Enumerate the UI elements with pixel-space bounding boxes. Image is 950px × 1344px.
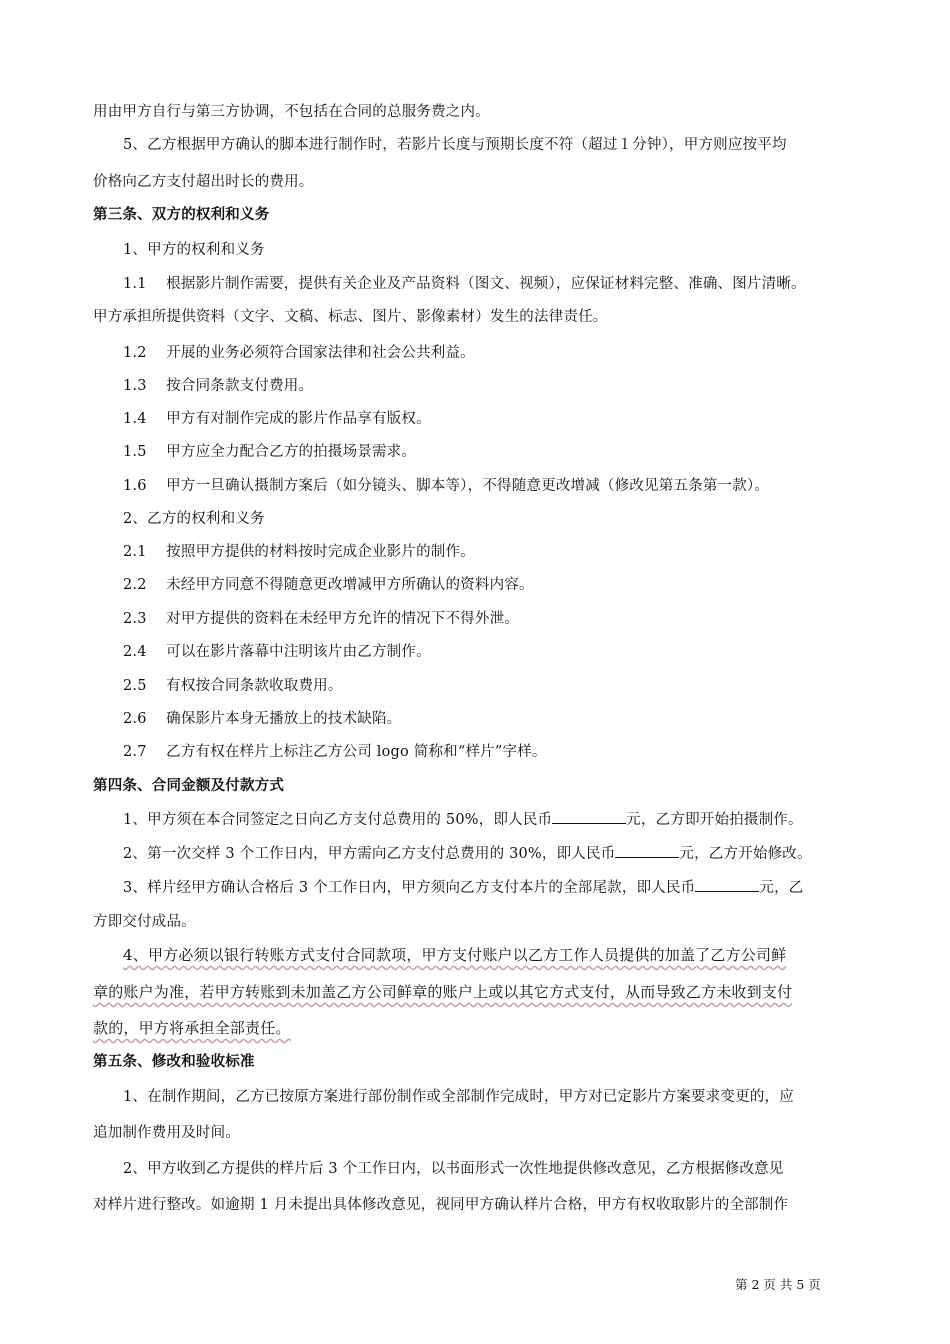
paragraph-line: 追加制作费用及时间。 bbox=[93, 1125, 240, 1141]
clause-line: 1.1 根据影片制作需要，提供有关企业及产品资料（图文、视频），应保证材料完整、准确、图片清晰。 bbox=[123, 276, 806, 292]
clause-line: 2.4 可以在影片落幕中注明该片由乙方制作。 bbox=[123, 644, 431, 660]
clause-text: 元，乙 bbox=[759, 880, 804, 896]
clause-line: 2.7 乙方有权在样片上标注乙方公司 logo 简称和“样片”字样。 bbox=[123, 744, 547, 760]
paragraph-line: 对样片进行整改。如逾期 1 月未提出具体修改意见，视同甲方确认样片合格，甲方有权收取影片的全部制作 bbox=[93, 1197, 789, 1213]
clause-line: 1.2 开展的业务必须符合国家法律和社会公共利益。 bbox=[123, 345, 475, 361]
payment-clause-3 bbox=[123, 876, 803, 898]
clause-text: 元，乙方即开始拍摄制作。 bbox=[626, 812, 803, 828]
clause-line: 1.3 按合同条款支付费用。 bbox=[123, 378, 314, 394]
highlighted-clause-line: 款的，甲方将承担全部责任。 bbox=[93, 1019, 291, 1037]
page-number-footer: 第 2 页 共 5 页 bbox=[735, 1277, 821, 1292]
section-heading: 第三条、双方的权利和义务 bbox=[93, 207, 270, 223]
paragraph-line: 用由甲方自行与第三方协调，不包括在合同的总服务费之内。 bbox=[93, 104, 490, 120]
payment-clause-1 bbox=[123, 808, 803, 830]
paragraph-line: 2、甲方收到乙方提供的样片后 3 个工作日内，以书面形式一次性地提供修改意见，乙方根据修改意见 bbox=[123, 1161, 784, 1177]
section-heading: 第五条、修改和验收标准 bbox=[93, 1054, 255, 1070]
clause-line: 甲方承担所提供资料（文字、文稿、标志、图片、影像素材）发生的法律责任。 bbox=[93, 309, 608, 325]
subsection-heading: 2、乙方的权利和义务 bbox=[123, 511, 265, 527]
clause-text: 元，乙方开始修改。 bbox=[679, 846, 812, 862]
clause-line: 2.3 对甲方提供的资料在未经甲方允许的情况下不得外泄。 bbox=[123, 611, 519, 627]
highlighted-clause-line: 4、甲方必须以银行转账方式支付合同款项，甲方支付账户以乙方工作人员提供的加盖了乙方公司鲜 bbox=[123, 946, 787, 964]
highlighted-clause-line: 章的账户为准，若甲方转账到未加盖乙方公司鲜章的账户上或以其它方式支付，从而导致乙方未收到支付 bbox=[93, 983, 793, 1001]
clause-line: 1.4 甲方有对制作完成的影片作品享有版权。 bbox=[123, 411, 431, 427]
amount-blank bbox=[552, 808, 626, 824]
paragraph-line: 1、在制作期间，乙方已按原方案进行部份制作或全部制作完成时，甲方对已定影片方案要求变更的，应 bbox=[123, 1089, 794, 1105]
paragraph-line: 5、乙方根据甲方确认的脚本进行制作时，若影片长度与预期长度不符（超过１分钟），甲方则应按平均 bbox=[123, 137, 787, 153]
clause-line: 2.5 有权按合同条款收取费用。 bbox=[123, 678, 343, 694]
amount-blank bbox=[695, 876, 759, 892]
paragraph-line: 价格向乙方支付超出时长的费用。 bbox=[93, 174, 314, 190]
clause-line: 1.5 甲方应全力配合乙方的拍摄场景需求。 bbox=[123, 444, 417, 460]
section-heading: 第四条、合同金额及付款方式 bbox=[93, 778, 285, 794]
clause-line: 2.6 确保影片本身无播放上的技术缺陷。 bbox=[123, 711, 402, 727]
subsection-heading: 1、甲方的权利和义务 bbox=[123, 242, 265, 258]
clause-line: 1.6 甲方一旦确认摄制方案后（如分镜头、脚本等），不得随意更改增减（修改见第五条第一款）。 bbox=[123, 478, 770, 494]
clause-text: 3、样片经甲方确认合格后 3 个工作日内，甲方须向乙方支付本片的全部尾款，即人民币 bbox=[123, 880, 696, 896]
amount-blank bbox=[615, 842, 679, 858]
clause-line: 2.1 按照甲方提供的材料按时完成企业影片的制作。 bbox=[123, 544, 475, 560]
payment-clause-2 bbox=[123, 842, 812, 864]
clause-text: 1、甲方须在本合同签定之日向乙方支付总费用的 50%，即人民币 bbox=[123, 812, 553, 828]
paragraph-line: 方即交付成品。 bbox=[93, 914, 196, 930]
clause-text: 2、第一次交样 3 个工作日内，甲方需向乙方支付总费用的 30%，即人民币 bbox=[123, 846, 616, 862]
clause-line: 2.2 未经甲方同意不得随意更改增减甲方所确认的资料内容。 bbox=[123, 577, 534, 593]
